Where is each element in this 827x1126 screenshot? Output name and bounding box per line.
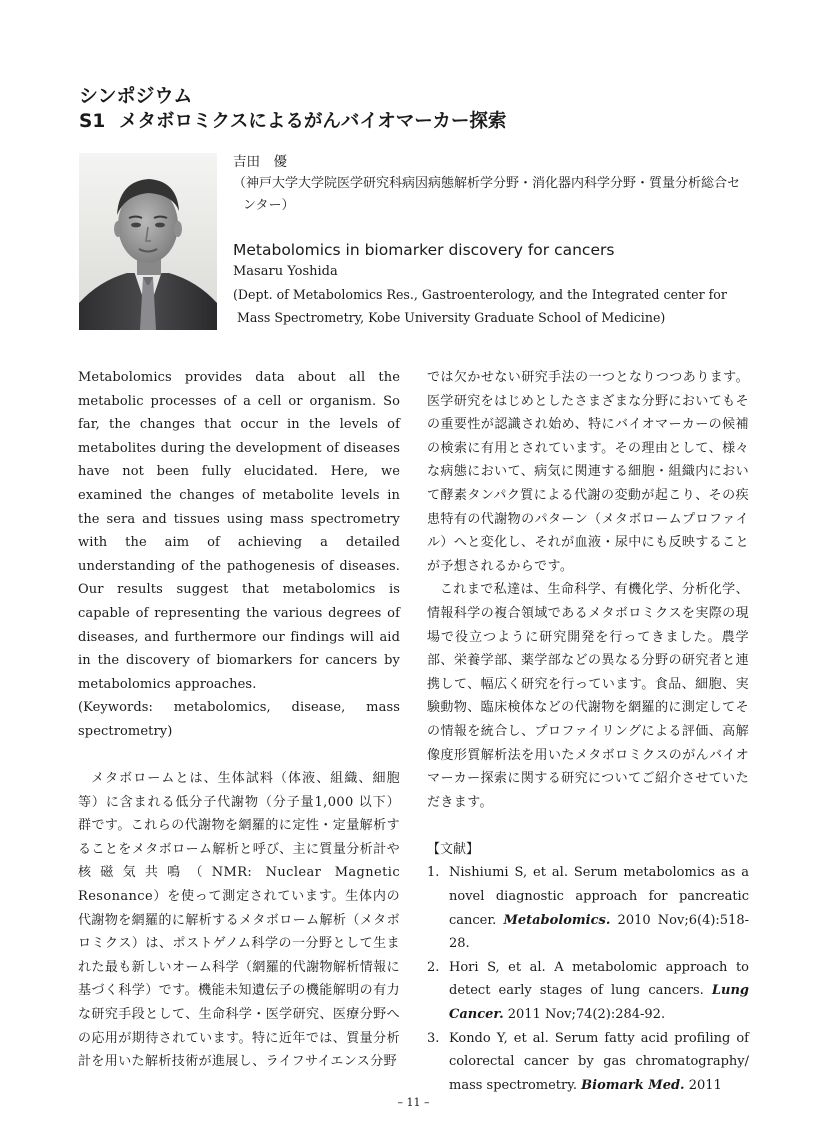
reference-text: Nishiumi S, et al. Serum metabolomics as a novel diagnostic approach for pancreatic cancer.: [449, 865, 749, 928]
reference-text: Kondo Y, et al. Serum fatty acid profiling of colorectal cancer by gas chromatography/ mass spectrometry.: [449, 1030, 749, 1093]
author-name-en: Masaru Yoshida: [233, 264, 338, 279]
author-block: [233, 151, 751, 329]
reference-text: Hori S, et al. A metabolomic approach to detect early stages of lung cancers.: [449, 959, 749, 999]
reference-item: [427, 1027, 749, 1098]
page-number: – 11 –: [397, 1096, 430, 1109]
body-ja-paragraph-1: メタボロームとは、生体試料（体液、組織、細胞等）に含まれる低分子代謝物（分子量1,000 以下）群です。これらの代謝物を網羅的に定性・定量解析することをメタボローム解析と呼び、主に質量分析計や核磁気共鳴（NMR: Nuclear Magnetic Resonance）を使って測定されています。生体内の代謝物を網羅的に解析するメタボローム解析（メタボロミクス）は、ポストゲノム科学の一分野として生まれた最も新しいオーム科学（網羅的代謝物解析情報に基づく科学）です。機能未知遺伝子の機能解明の有力な研究手段として、生命科学・医学研究、医療分野への応用が期待されています。特に近年では、質量分析計を用いた解析技術が進展し、ライフサイエンス分野: [78, 771, 400, 1070]
keywords-en: (Keywords: metabolomics, disease, mass spectrometry): [78, 700, 400, 739]
section-title: シンポジウム: [79, 85, 193, 107]
reference-citation: 2010 Nov;6(4):518-28.: [449, 912, 749, 952]
talk-title: [79, 110, 506, 134]
affiliation-en-line2: Mass Spectrometry, Kobe University Graduate School of Medicine): [237, 310, 666, 325]
author-portrait-photo: [79, 153, 217, 330]
left-column: [78, 366, 400, 1074]
right-column: [427, 366, 749, 1097]
affiliation-en-line1: (Dept. of Metabolomics Res., Gastroenterology, and the Integrated center for: [233, 287, 727, 302]
author-affiliation-ja: （神戸大学大学院医学研究科病因病態解析学分野・消化器内科学分野・質量分析総合センター）: [233, 176, 741, 213]
references-heading: 【文献】: [427, 841, 480, 857]
paragraph-spacer: [78, 744, 400, 768]
reference-number: 2.: [427, 959, 440, 975]
talk-title-text: メタボロミクスによるがんバイオマーカー探索: [119, 111, 507, 132]
reference-journal: Metabolomics.: [503, 912, 611, 928]
reference-number: 1.: [427, 865, 440, 881]
talk-code: S1: [79, 111, 106, 132]
reference-item: [427, 956, 749, 1027]
reference-item: [427, 861, 749, 955]
english-title: Metabolomics in biomarker discovery for cancers: [233, 241, 615, 259]
abstract-en: Metabolomics provides data about all the metabolic processes of a cell or organism. So far, the changes that occur in the levels of metabolites during the development of diseases have not been fully elucidated. Here, we examined the changes of metabolite levels in the sera and tissues using mass spectrometry with the aim of achieving a detailed understanding of the pathogenesis of diseases. Our results suggest that metabolomics is capable of representing the various degrees of diseases, and furthermore our findings will aid in the discovery of biomarkers for cancers by metabolomics approaches.: [78, 370, 400, 692]
references-list: [427, 861, 749, 1097]
body-ja-paragraph-2: これまで私達は、生命科学、有機化学、分析化学、情報科学の複合領域であるメタボロミクスを実際の現場で役立つように研究開発を行ってきました。農学部、栄養学部、薬学部などの異なる分野の研究者と連携して、幅広く研究を行っています。食品、細胞、実験動物、臨床検体などの代謝物を網羅的に測定してその情報を統合し、プロファイリングによる評価、高解像度形質解析法を用いたメタボロミクスのがんバイオマーカー探索に関する研究についてご紹介させていただきます。: [427, 582, 749, 810]
author-name-ja: 吉田 優: [233, 154, 287, 170]
reference-journal: Lung Cancer.: [449, 983, 749, 1023]
reference-number: 3.: [427, 1030, 440, 1046]
author-affiliation-en: [233, 283, 751, 329]
reference-citation: 2011: [684, 1077, 722, 1093]
paragraph-spacer: [427, 814, 749, 838]
reference-citation: 2011 Nov;74(2):284-92.: [503, 1007, 666, 1023]
reference-journal: Biomark Med.: [581, 1077, 685, 1093]
body-ja-paragraph-1-continued: では欠かせない研究手法の一つとなりつつあります。医学研究をはじめとしたさまざまな分野においてもその重要性が認識され始め、特にバイオマーカーの候補の検索に有用とされています。その理由として、様々な病態において、病気に関連する細胞・組織内において酵素タンパク質による代謝の変動が起こり、その疾患特有の代謝物のパターン（メタボロームプロファイル）へと変化し、それが血液・尿中にも反映することが予想されるからです。: [427, 370, 749, 574]
